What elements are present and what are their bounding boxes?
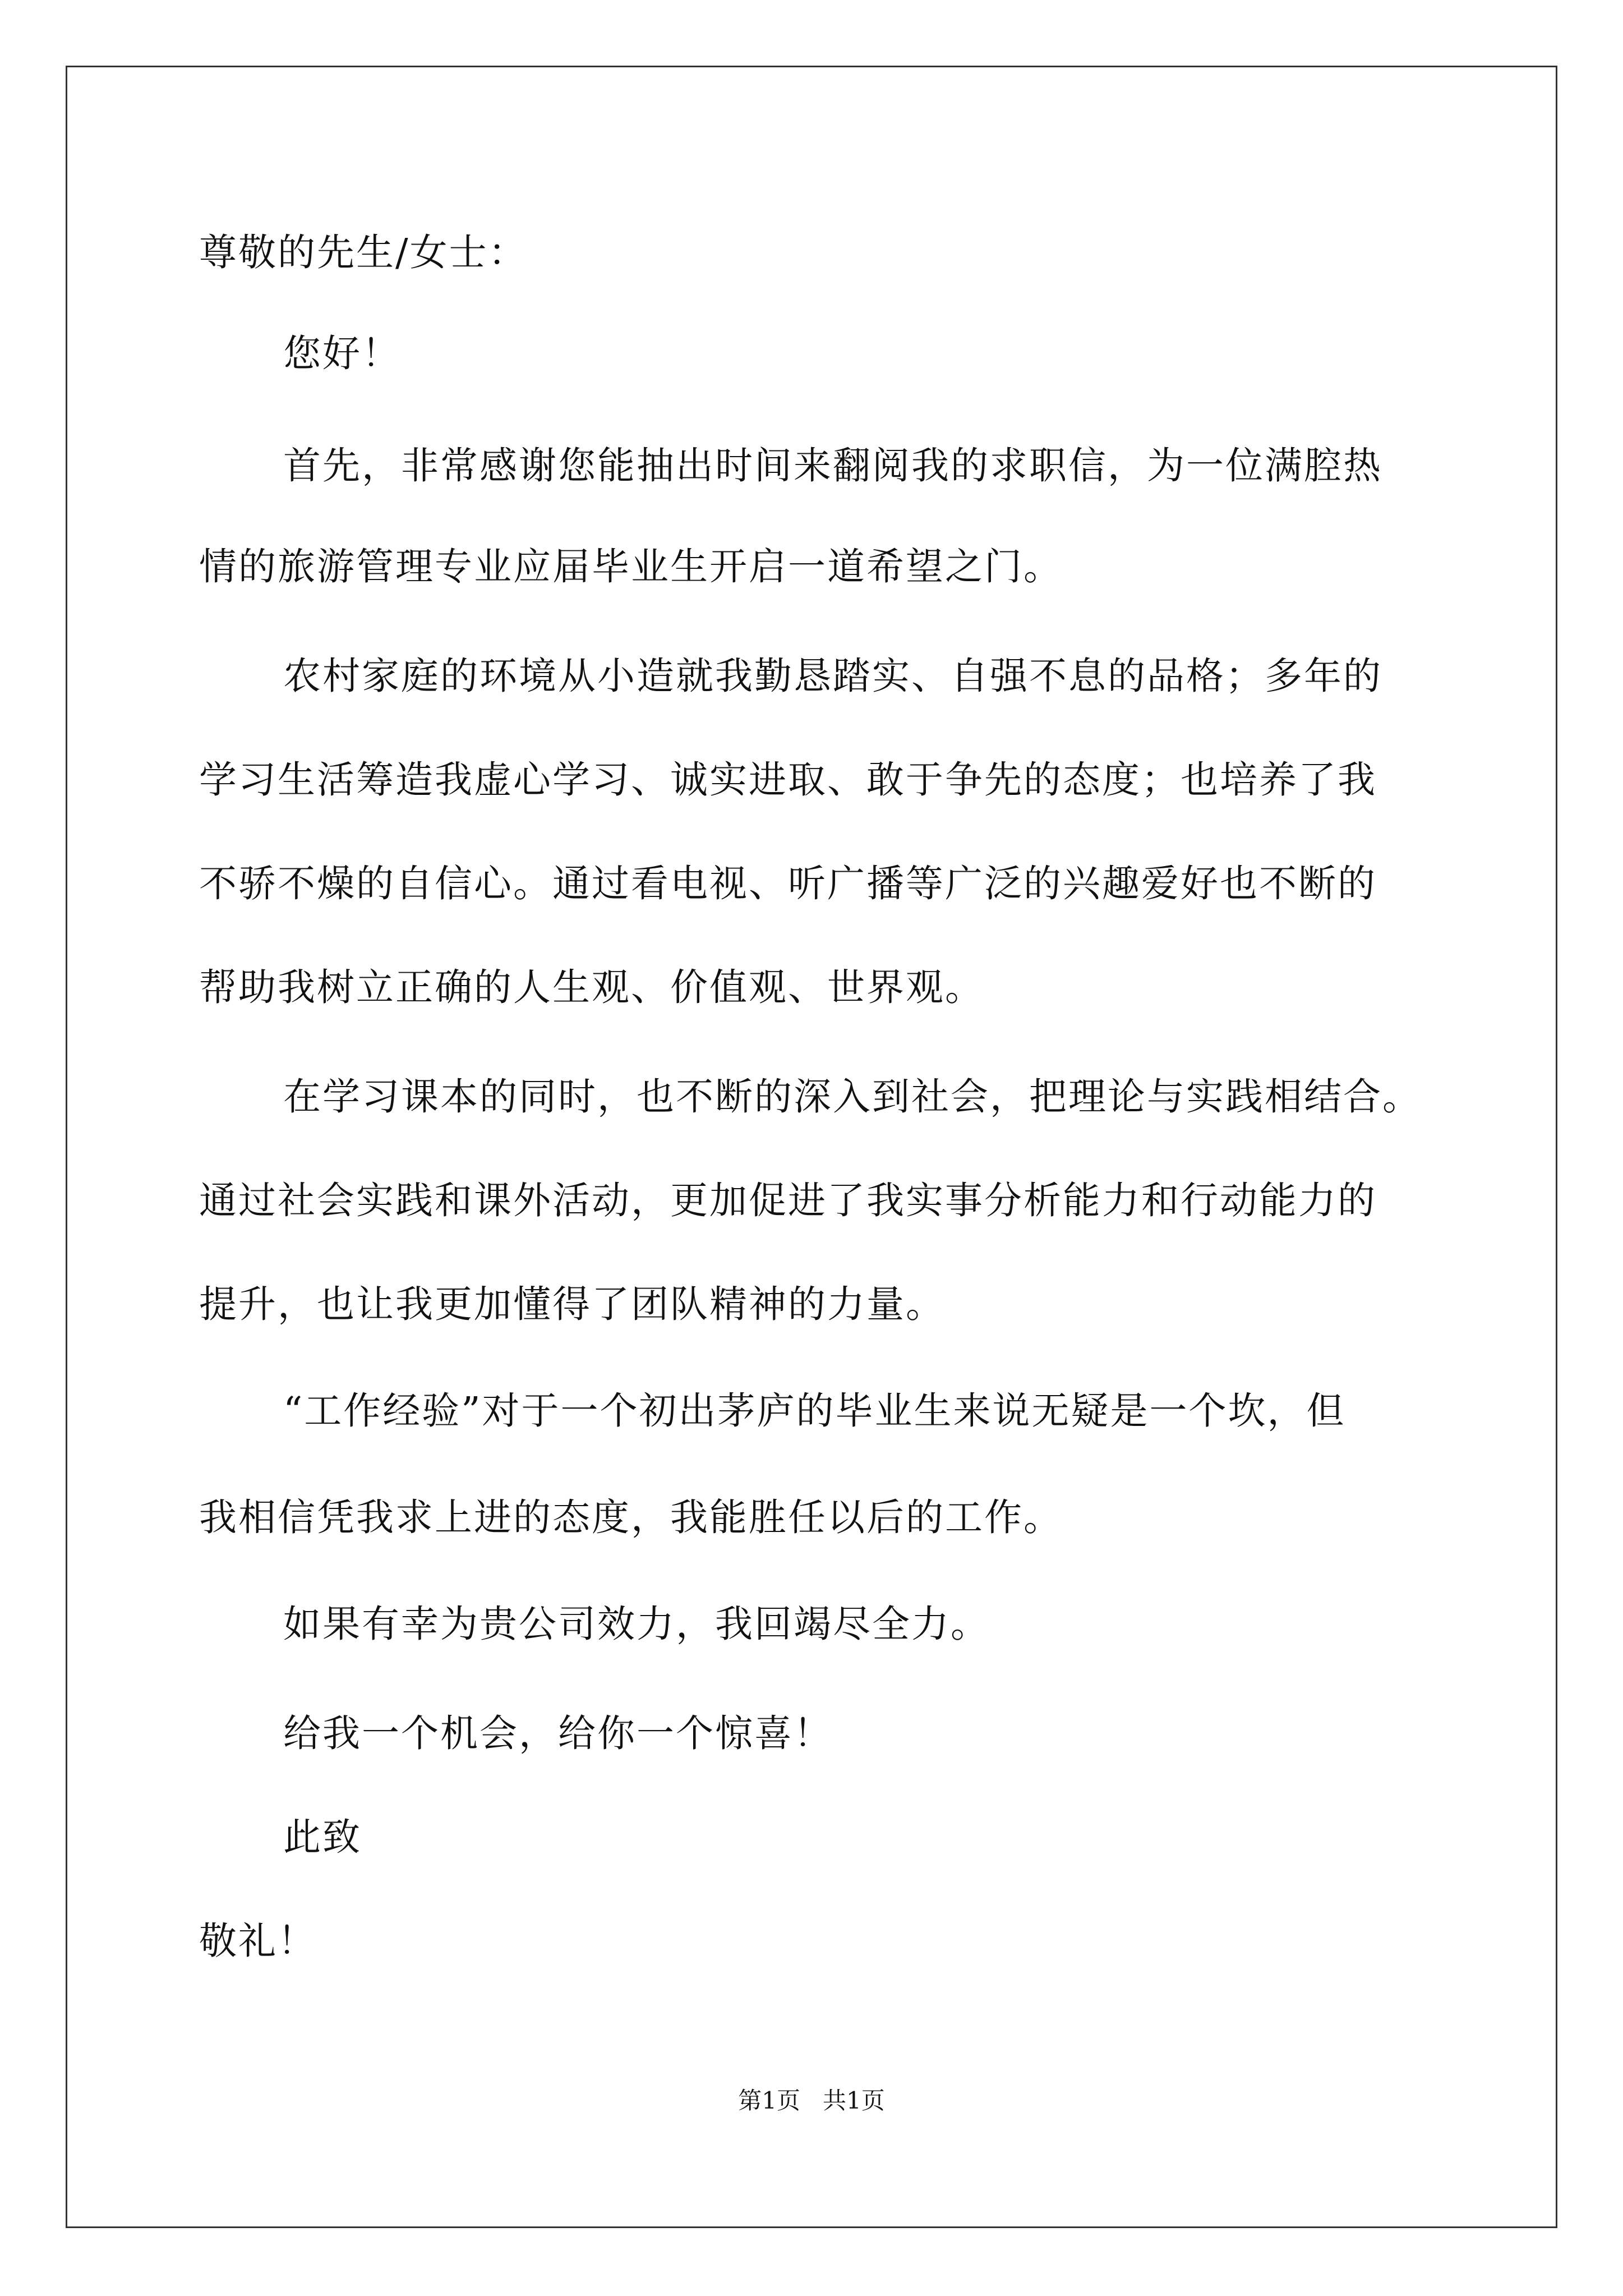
paragraph-line: “工作经验”对于一个初出茅庐的毕业生来说无疑是一个坎，但	[283, 1389, 1346, 1433]
greeting: 您好！	[283, 332, 401, 375]
paragraph-line: 学习生活筹造我虚心学习、诚实进取、敢于争先的态度；也培养了我	[199, 758, 1377, 802]
page-border	[66, 66, 1557, 2228]
paragraph-line: 提升，也让我更加懂得了团队精神的力量。	[199, 1282, 945, 1326]
paragraph-line: 如果有幸为贵公司效力，我回竭尽全力。	[283, 1602, 990, 1646]
page-footer	[0, 2087, 1623, 2115]
paragraph-line: 不骄不燥的自信心。通过看电视、听广播等广泛的兴趣爱好也不断的	[199, 862, 1377, 905]
paragraph-line: 帮助我树立正确的人生观、价值观、世界观。	[199, 965, 984, 1009]
paragraph-line: 我相信凭我求上进的态度，我能胜任以后的工作。	[199, 1496, 1063, 1539]
paragraph-line: 情的旅游管理专业应届毕业生开启一道希望之门。	[199, 545, 1063, 588]
page-number: 第1页	[738, 2087, 800, 2114]
closing: 此致	[283, 1815, 362, 1859]
paragraph-line: 通过社会实践和课外活动，更加促进了我实事分析能力和行动能力的	[199, 1179, 1377, 1222]
page-total: 共1页	[823, 2087, 885, 2114]
salutation: 尊敬的先生/女士：	[199, 231, 528, 274]
regards: 敬礼！	[199, 1919, 317, 1963]
paragraph-line: 农村家庭的环境从小造就我勤恳踏实、自强不息的品格；多年的	[283, 654, 1382, 698]
paragraph-line: 在学习课本的同时，也不断的深入到社会，把理论与实践相结合。	[283, 1075, 1422, 1119]
paragraph-line: 给我一个机会，给你一个惊喜！	[283, 1711, 833, 1755]
paragraph-line: 首先，非常感谢您能抽出时间来翻阅我的求职信，为一位满腔热	[283, 444, 1382, 487]
